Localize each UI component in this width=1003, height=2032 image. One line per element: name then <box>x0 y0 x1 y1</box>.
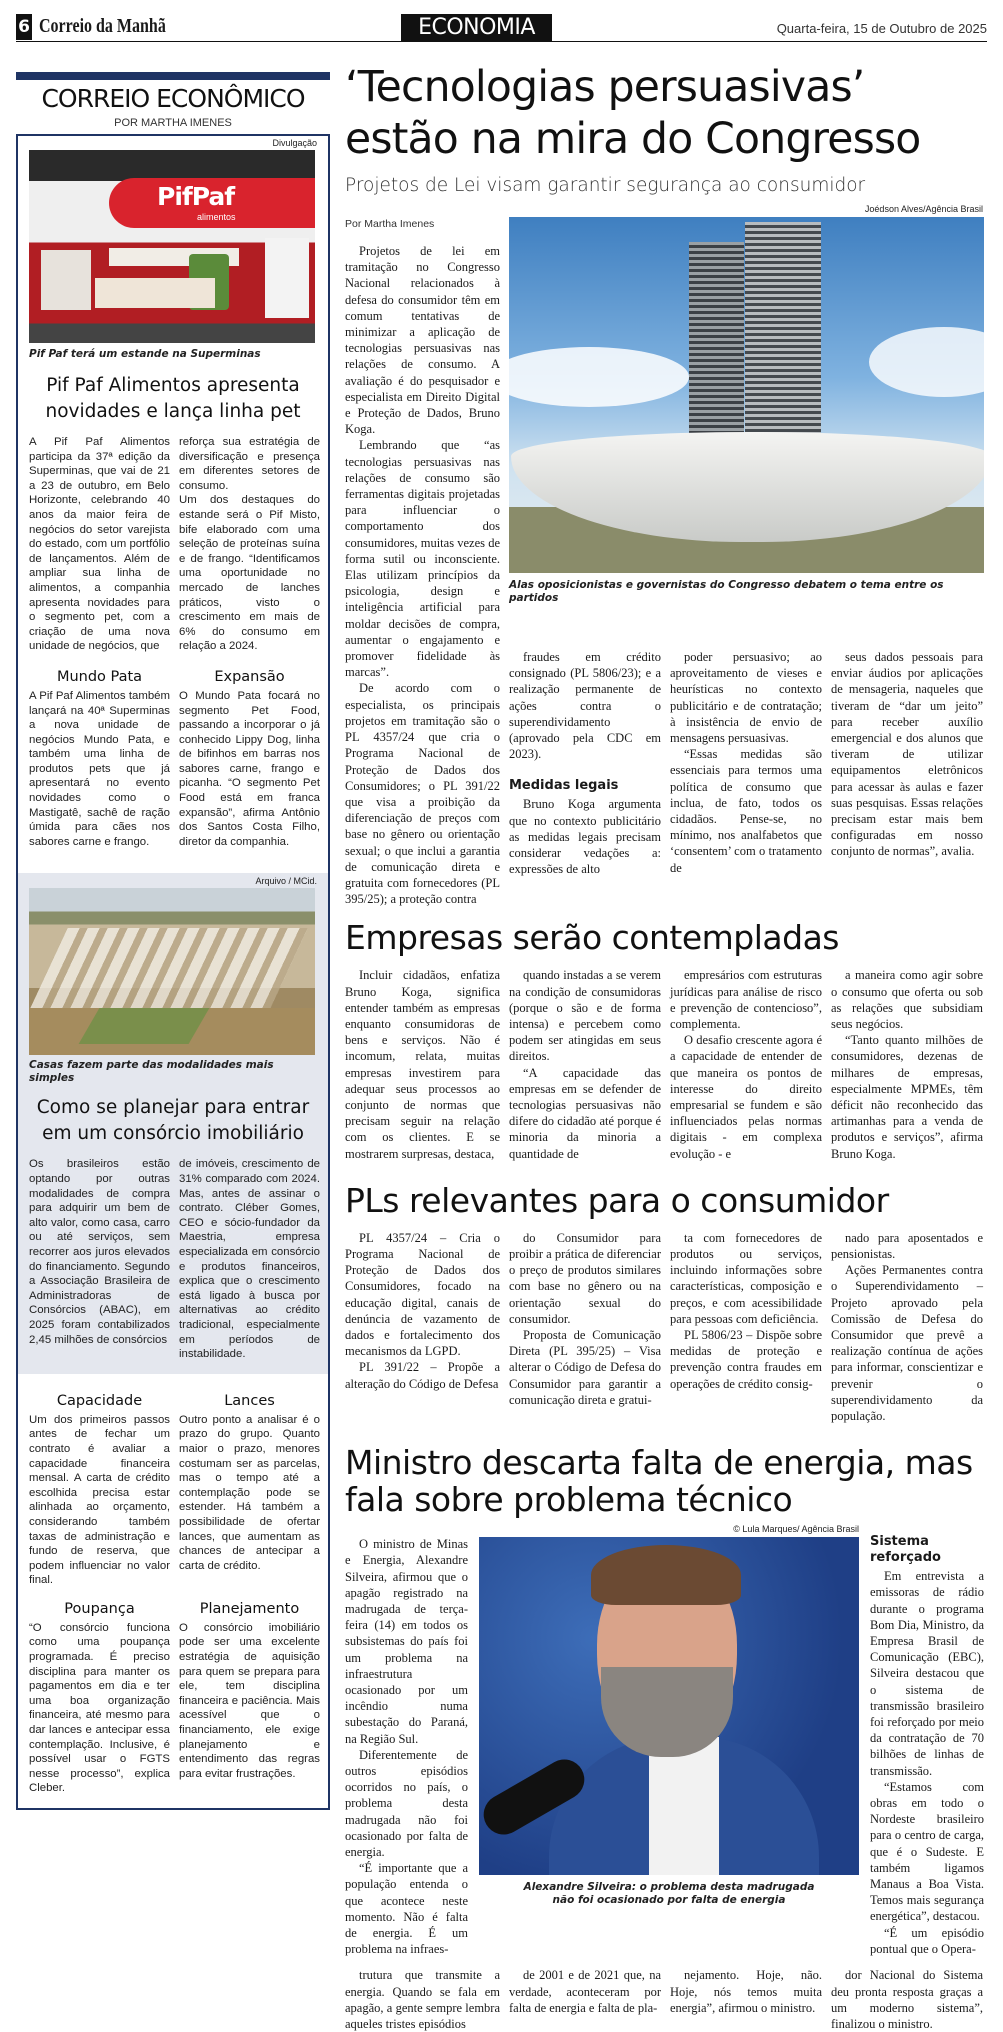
paragraph: Diferentemente de outros episódios ocorridos no país, o problema desta madrugada não foi ocasionado por falta de energia. <box>345 1747 468 1860</box>
section-text <box>29 1621 170 1796</box>
paragraph: “A capacidade das empresas em se defender de tecnologias persuasivas não difere do cidadão até porque é minoria da minoria a quantidade de <box>509 1065 661 1161</box>
ministro-col-1 <box>345 1524 468 1957</box>
ministro-right-col <box>870 1524 984 1957</box>
paragraph: dor Nacional do Sistema deu pronta resposta graças a um moderno sistema”, finalizou o ministro. <box>831 1968 983 2032</box>
photo-credit: Divulgação <box>272 138 317 148</box>
paragraph: nejamento. Hoje, não. Hoje, nós temos muita energia”, afirmou o ministro. <box>670 1968 822 2015</box>
paragraph: nado para aposentados e pensionistas. <box>831 1230 983 1261</box>
paragraph: do Consumidor para proibir a prática de diferenciar o preço de produtos similares com base no gênero ou na orientação sexual do consumidor. <box>509 1230 661 1326</box>
lances-section <box>179 1392 320 1574</box>
column-title: CORREIO ECONÔMICO <box>41 84 305 113</box>
paragraph: quando instadas a se verem na condição de consumidoras (porque o são e de forma intensa) e percebem como podem ser atingidas em seus direitos. <box>509 968 661 1064</box>
ministro-bottom-col-2 <box>509 1967 661 2016</box>
paragraph: reforça sua estratégia de diversificação e presença em diferentes setores de consumo. <box>179 436 320 492</box>
subheading: Expansão <box>214 668 285 685</box>
newspaper-name: Correio da Manhã <box>39 15 166 37</box>
section-label: ECONOMIA <box>401 14 552 41</box>
main-byline: Por Martha Imenes <box>345 218 435 230</box>
paragraph: Bruno Koga argumenta que no contexto publicitário as medidas legais precisam considerar vedações a: expressões de alto <box>509 797 661 877</box>
paragraph: ta com fornecedores de produtos ou serviços, incluindo informações sobre características, composição e preços, e com acessibilidade para pessoas com deficiência. <box>670 1230 822 1326</box>
subheading: Medidas legais <box>509 778 619 794</box>
paragraph: de 2001 e de 2021 que, na verdade, aconteceram por falta de energia e falta de pla- <box>509 1968 661 2015</box>
empresas-col-3 <box>670 967 822 1161</box>
empresas-col-4 <box>831 967 983 1161</box>
capacidade-section <box>29 1392 170 1588</box>
paragraph: “Estamos com obras em todo o Nordeste brasileiro para o centro de carga, que é o Sudeste. E também ligamos Manaus a Boa Vista. Temos mais segurança energética”, destacou. <box>870 1779 984 1924</box>
paragraph: fraudes em crédito consignado (PL 5806/23); e a realização permanente de ações contra o superendividamento (aprovado pela CDC em 2023). <box>509 649 661 762</box>
col-text <box>870 1568 984 1957</box>
section-text <box>29 689 170 850</box>
paragraph: Ações Permanentes contra o Superendividamento – Projeto aprovado pela Comissão de Defesa do Consumidor que prevê a realização contínua de ações para informar, conscientizar e prevenir o superendividamento da população. <box>831 1263 983 1423</box>
paragraph: “É importante que a população entenda o que acontece neste momento. Não é falta de energia. É um problema na infraes- <box>345 1861 468 1957</box>
story-headline: Pif Paf Alimentos apresenta novidades e lança linha pet <box>45 375 301 422</box>
ministro-bottom-col-4 <box>831 1967 983 2032</box>
section-text <box>179 1413 320 1574</box>
paragraph: PL 391/22 – Propõe a alteração do Código de Defesa <box>345 1360 500 1391</box>
paragraph: Um dos primeiros passos antes de fechar um contrato é avaliar a capacidade financeira mensal. A carta de crédito escolhida precisa estar alinhada ao orçamento, considerando também taxas de administração e fundo de reserva, que podem influenciar no valor final. <box>29 1413 170 1587</box>
article-col-2 <box>509 649 661 877</box>
page-number: 6 <box>16 14 32 40</box>
article-col-3 <box>670 649 822 876</box>
ministro-body <box>345 1524 985 1957</box>
photo-caption-line-1: Alexandre Silveira: o problema desta madrugada <box>523 1881 815 1894</box>
photo-caption: Casas fazem parte das modalidades mais simples <box>29 1059 274 1085</box>
section-headline: Empresas serão contempladas <box>345 918 839 958</box>
paragraph: Em entrevista a emissoras de rádio durante o programa Bom Dia, Ministro, da Empresa Brasil de Comunicação (EBC), Silveira destacou que o sistema de transmissão brasileiro foi reforçado por meio da contratação de 70 bilhões de linhas de transmissão. <box>870 1569 984 1778</box>
page-date: Quarta-feira, 15 de Outubro de 2025 <box>776 21 987 36</box>
pls-col-2 <box>509 1230 661 1408</box>
ministro-bottom-col-3 <box>670 1967 822 2016</box>
paragraph: A Pif Paf Alimentos participa da 37ª edição da Superminas, que vai de 21 a 23 de outubro, em Belo Horizonte, celebrando 40 anos da maior feira de negócios do setor varejista do estado, com um portfólio de lançamentos. Além de ampliar sua linha de alimentos, a companhia apresenta novidades para o segmento pet, com a criação de uma nova unidade de negócios, que <box>29 436 170 653</box>
photo-credit: © Lula Marques/ Agência Brasil <box>733 1524 859 1535</box>
pls-col-1 <box>345 1230 500 1392</box>
paragraph: poder persuasivo; ao aproveitamento de vieses e heurísticas no contexto publicitário e de contratação; à insistência de envio de mensagens persuasivas. <box>670 649 822 745</box>
empresas-col-2 <box>509 967 661 1161</box>
paragraph: A Pif Paf Alimentos também lançará na 40ª Superminas a nova unidade de negócios Mundo Pata, e também uma linha de produtos pets que já apresentará no evento novidades como o Mastigatê, sachê de ração úmida para cães nos sabores carne e frango. <box>29 689 170 848</box>
subheading: Lances <box>224 1392 275 1409</box>
story-col-1 <box>29 435 170 654</box>
main-article <box>345 204 985 907</box>
photo-caption-line-2: não foi ocasionado por falta de energia <box>552 1894 786 1907</box>
story-col-2 <box>179 1157 320 1361</box>
paragraph: PL 5806/23 – Dispõe sobre medidas de proteção e prevenção contra fraudes em operações de crédito consig- <box>670 1327 822 1391</box>
story-headline: Como se planejar para entrar em um consórcio imobiliário <box>36 1097 310 1145</box>
photo-caption: Pif Paf terá um estande na Superminas <box>29 348 261 360</box>
article-col-4 <box>831 649 983 860</box>
section-text <box>29 1413 170 1588</box>
paragraph: O consórcio imobiliário pode ser uma excelente estratégia de aquisição para quem se prepara para ele, tem disciplina financeira e paciência. Mais acessível que o financiamento, ele exige planejamento e entendimento das regras para evitar frustrações. <box>179 1621 320 1780</box>
sidebar-column <box>16 72 330 1810</box>
subheading: Poupança <box>64 1600 135 1617</box>
column-byline: POR MARTHA IMENES <box>114 117 232 129</box>
paragraph: seus dados pessoais para enviar áudios por aplicações de mensageria, naqueles que tiveram de “dar um jeito” para receber auxílio emergencial e dos alunos que tiveram de utilizar equipamentos eletrônicos para acessar às aulas e fazer suas pesquisas. Essas relações precisam estar mais bem configuradas em nosso conjunto de normas”, avalia. <box>831 649 983 859</box>
paragraph: O Mundo Pata focará no segmento Pet Food, passando a incorporar o já conhecido Lippy Dog, linha de bifinhos em barras nos sabores carne, frango e picanha. “O segmento Pet Food está em franca expansão”, afirma Antônio dos Santos Costa Filho, diretor da companhia. <box>179 689 320 848</box>
paragraph: “É um episódio pontual que o Opera- <box>870 1925 984 1956</box>
paragraph: O ministro de Minas e Energia, Alexandre Silveira, afirmou que o apagão registrado na madrugada de terça-feira (14) em todos os subsistemas do país foi um problema na infraestrutura ocasionado por um incêndio numa subestação do Paraná, na Região Sul. <box>345 1537 468 1746</box>
section-headline: PLs relevantes para o consumidor <box>345 1180 889 1220</box>
photo-sign: PifPaf <box>157 182 235 211</box>
paragraph: “Essas medidas são essenciais para termos uma política de consumo que inclua, de fato, todos os cidadãos. Pense-se, no mínimo, nos analfabetos que ‘consentem’ com o tratamento de <box>670 747 822 875</box>
section-headline: Ministro descarta falta de energia, mas fala sobre problema técnico <box>345 1443 973 1520</box>
pifpaf-stand-photo <box>29 150 315 343</box>
article-lead-column <box>345 243 500 907</box>
paragraph: “Tanto quanto milhões de consumidores, dezenas de milhares de empresas, especialmente MPMEs, têm déficit não reconhecido das artimanhas para a venda de produtos e serviços”, afirma Bruno Koga. <box>831 1033 983 1161</box>
main-column <box>345 62 985 2032</box>
main-headline: ‘Tecnologias persuasivas’ estão na mira do Congresso <box>345 63 921 164</box>
story-col-2 <box>179 435 320 654</box>
paragraph: de imóveis, crescimento de 31% comparado com 2024. Mas, antes de assinar o contrato. Cléber Gomes, CEO e sócio-fundador da Maestria, empresa especializada em consórcio e produtos financeiros, explica que o crescimento está ligado à busca por alternativas ao crédito tradicional, especialmente em períodos de instabilidade. <box>179 1158 320 1361</box>
col-text <box>509 796 661 877</box>
paragraph: Lembrando que “as tecnologias persuasivas nas relações de consumo são ferramentas digitais projetadas para influenciar o comportamento dos consumidores, muitas vezes de forma sutil ou inconsciente. Elas utilizam princípios da psicologia, design e inteligência artificial para moldar decisões de compra, aumentar o engajamento e promover fidelidade às marcas”. <box>345 438 500 680</box>
housing-aerial-photo <box>29 888 315 1055</box>
main-subheadline: Projetos de Lei visam garantir segurança ao consumidor <box>345 175 866 196</box>
paragraph: empresários com estruturas jurídicas para análise de risco e prevenção de contencioso”, complementa. <box>670 968 822 1031</box>
photo-sign-sub: alimentos <box>197 212 236 222</box>
sidebar-top-bar <box>16 72 330 80</box>
paragraph: PL 4357/24 – Cria o Programa Nacional de Proteção de Dados dos Consumidores, focado na educação digital, canais de denúncia de vazamento de dados e fortalecimento dos mecanismos da LGPD. <box>345 1230 500 1359</box>
photo-credit: Joédson Alves/Agência Brasil <box>864 204 983 214</box>
subheading: Planejamento <box>199 1600 300 1617</box>
paragraph: Proposta de Comunicação Direta (PL 395/25) – Visa alterar o Código de Defesa do Consumidor para garantir a comunicação direta e gratui- <box>509 1327 661 1407</box>
poupanca-section <box>29 1600 170 1796</box>
sidebar-box <box>16 134 330 1810</box>
subheading: Sistema reforçado <box>870 1534 941 1566</box>
subheading: Mundo Pata <box>56 668 143 685</box>
paragraph: a maneira como agir sobre o consumo que oferta ou sob as relações que subsidiam seus negócios. <box>831 968 983 1031</box>
paragraph: “O consórcio funciona como uma poupança programada. É preciso disciplina para manter os pagamentos em dia e ter uma boa organização financeira, até mesmo para dar lances e antecipar essa contemplação. Inclusive, é possível usar o FGTS nesse processo”, explica Cleber. <box>29 1621 170 1795</box>
empresas-col-1 <box>345 967 500 1161</box>
page-header <box>16 14 987 42</box>
consorcio-panel <box>18 873 328 1373</box>
paragraph: Incluir cidadãos, enfatiza Bruno Koga, significa entender também as empresas enquanto consumidoras de bens e serviços. Não é incomum, relata, muitas empresas investirem para adequar seus processos ao conjunto de normas que precisam seguir na relação com os clientes. E se mostrarem surpresas, destaca, <box>345 968 500 1161</box>
pls-col-4 <box>831 1230 983 1424</box>
paragraph: Um dos destaques do estande será o Pif Misto, bife elaborado com uma seleção de proteínas suína e de frango. “Identificamos uma oportunidade no mercado de lanches práticos, visto o crescimento em mais de 6% do consumo em relação a 2024. <box>179 494 320 653</box>
mundo-pata-section <box>29 668 170 850</box>
section-text <box>179 689 320 850</box>
section-text <box>179 1621 320 1782</box>
paragraph: Outro ponto a analisar é o prazo do grupo. Quanto maior o prazo, menores costumam ser as parcelas, mas o tempo até a contemplação pode se estender. Há também a possibilidade de ofertar lances, que aumentam as chances de antecipar a carta de crédito. <box>179 1413 320 1572</box>
paragraph: Projetos de lei em tramitação no Congresso Nacional relacionados à defesa do consumidor têm em comum tentativas de minimizar a aplicação de tecnologias persuasivas nas relações de consumo. A avaliação é do pesquisador e especialista em Direito Digital e Proteção de Dados, Bruno Koga. <box>345 244 500 437</box>
photo-caption: Alas oposicionistas e governistas do Congresso debatem o tema entre os partidos <box>509 579 944 604</box>
planejamento-section <box>179 1600 320 1782</box>
paragraph: De acordo com o especialista, os principais projetos em tramitação são o PL 4357/24 que cria o Programa Nacional de Proteção de Dados dos Consumidores; o PL 391/22 que visa a proibição da diferenciação de preços com base no gênero ou orientação sexual; o que inclui a garantia de comunicação direta e gratuita com fornecedores (PL 395/25); a proteção contra <box>345 681 500 907</box>
paragraph: Os brasileiros estão optando por outras modalidades de compra para adquirir um bem de alto valor, como casa, carro ou até serviços, sem recorrer aos juros elevados do financiamento. Segundo a Associação Brasileira de Administradoras de Consórcios (ABAC), em 2025 foram contabilizados 2,45 milhões de consórcios <box>29 1158 170 1346</box>
expansao-section <box>179 668 320 850</box>
story-col-1 <box>29 1157 170 1347</box>
col-text <box>509 649 661 762</box>
minister-photo <box>479 1537 859 1875</box>
photo-credit: Arquivo / MCid. <box>255 876 317 887</box>
ministro-bottom-col-1 <box>345 1967 500 2032</box>
paragraph: O desafio crescente agora é a capacidade de entender de que maneira os pontos de interesse do direito empresarial se fundem e são influenciados pelas normas digitais - em complexa evolução - e <box>670 1033 822 1161</box>
pls-col-3 <box>670 1230 822 1392</box>
paragraph: trutura que transmite a energia. Quando se fala em apagão, a gente sempre lembra aqueles tristes episódios <box>345 1968 500 2032</box>
congress-photo <box>509 217 984 573</box>
subheading: Capacidade <box>56 1392 143 1409</box>
